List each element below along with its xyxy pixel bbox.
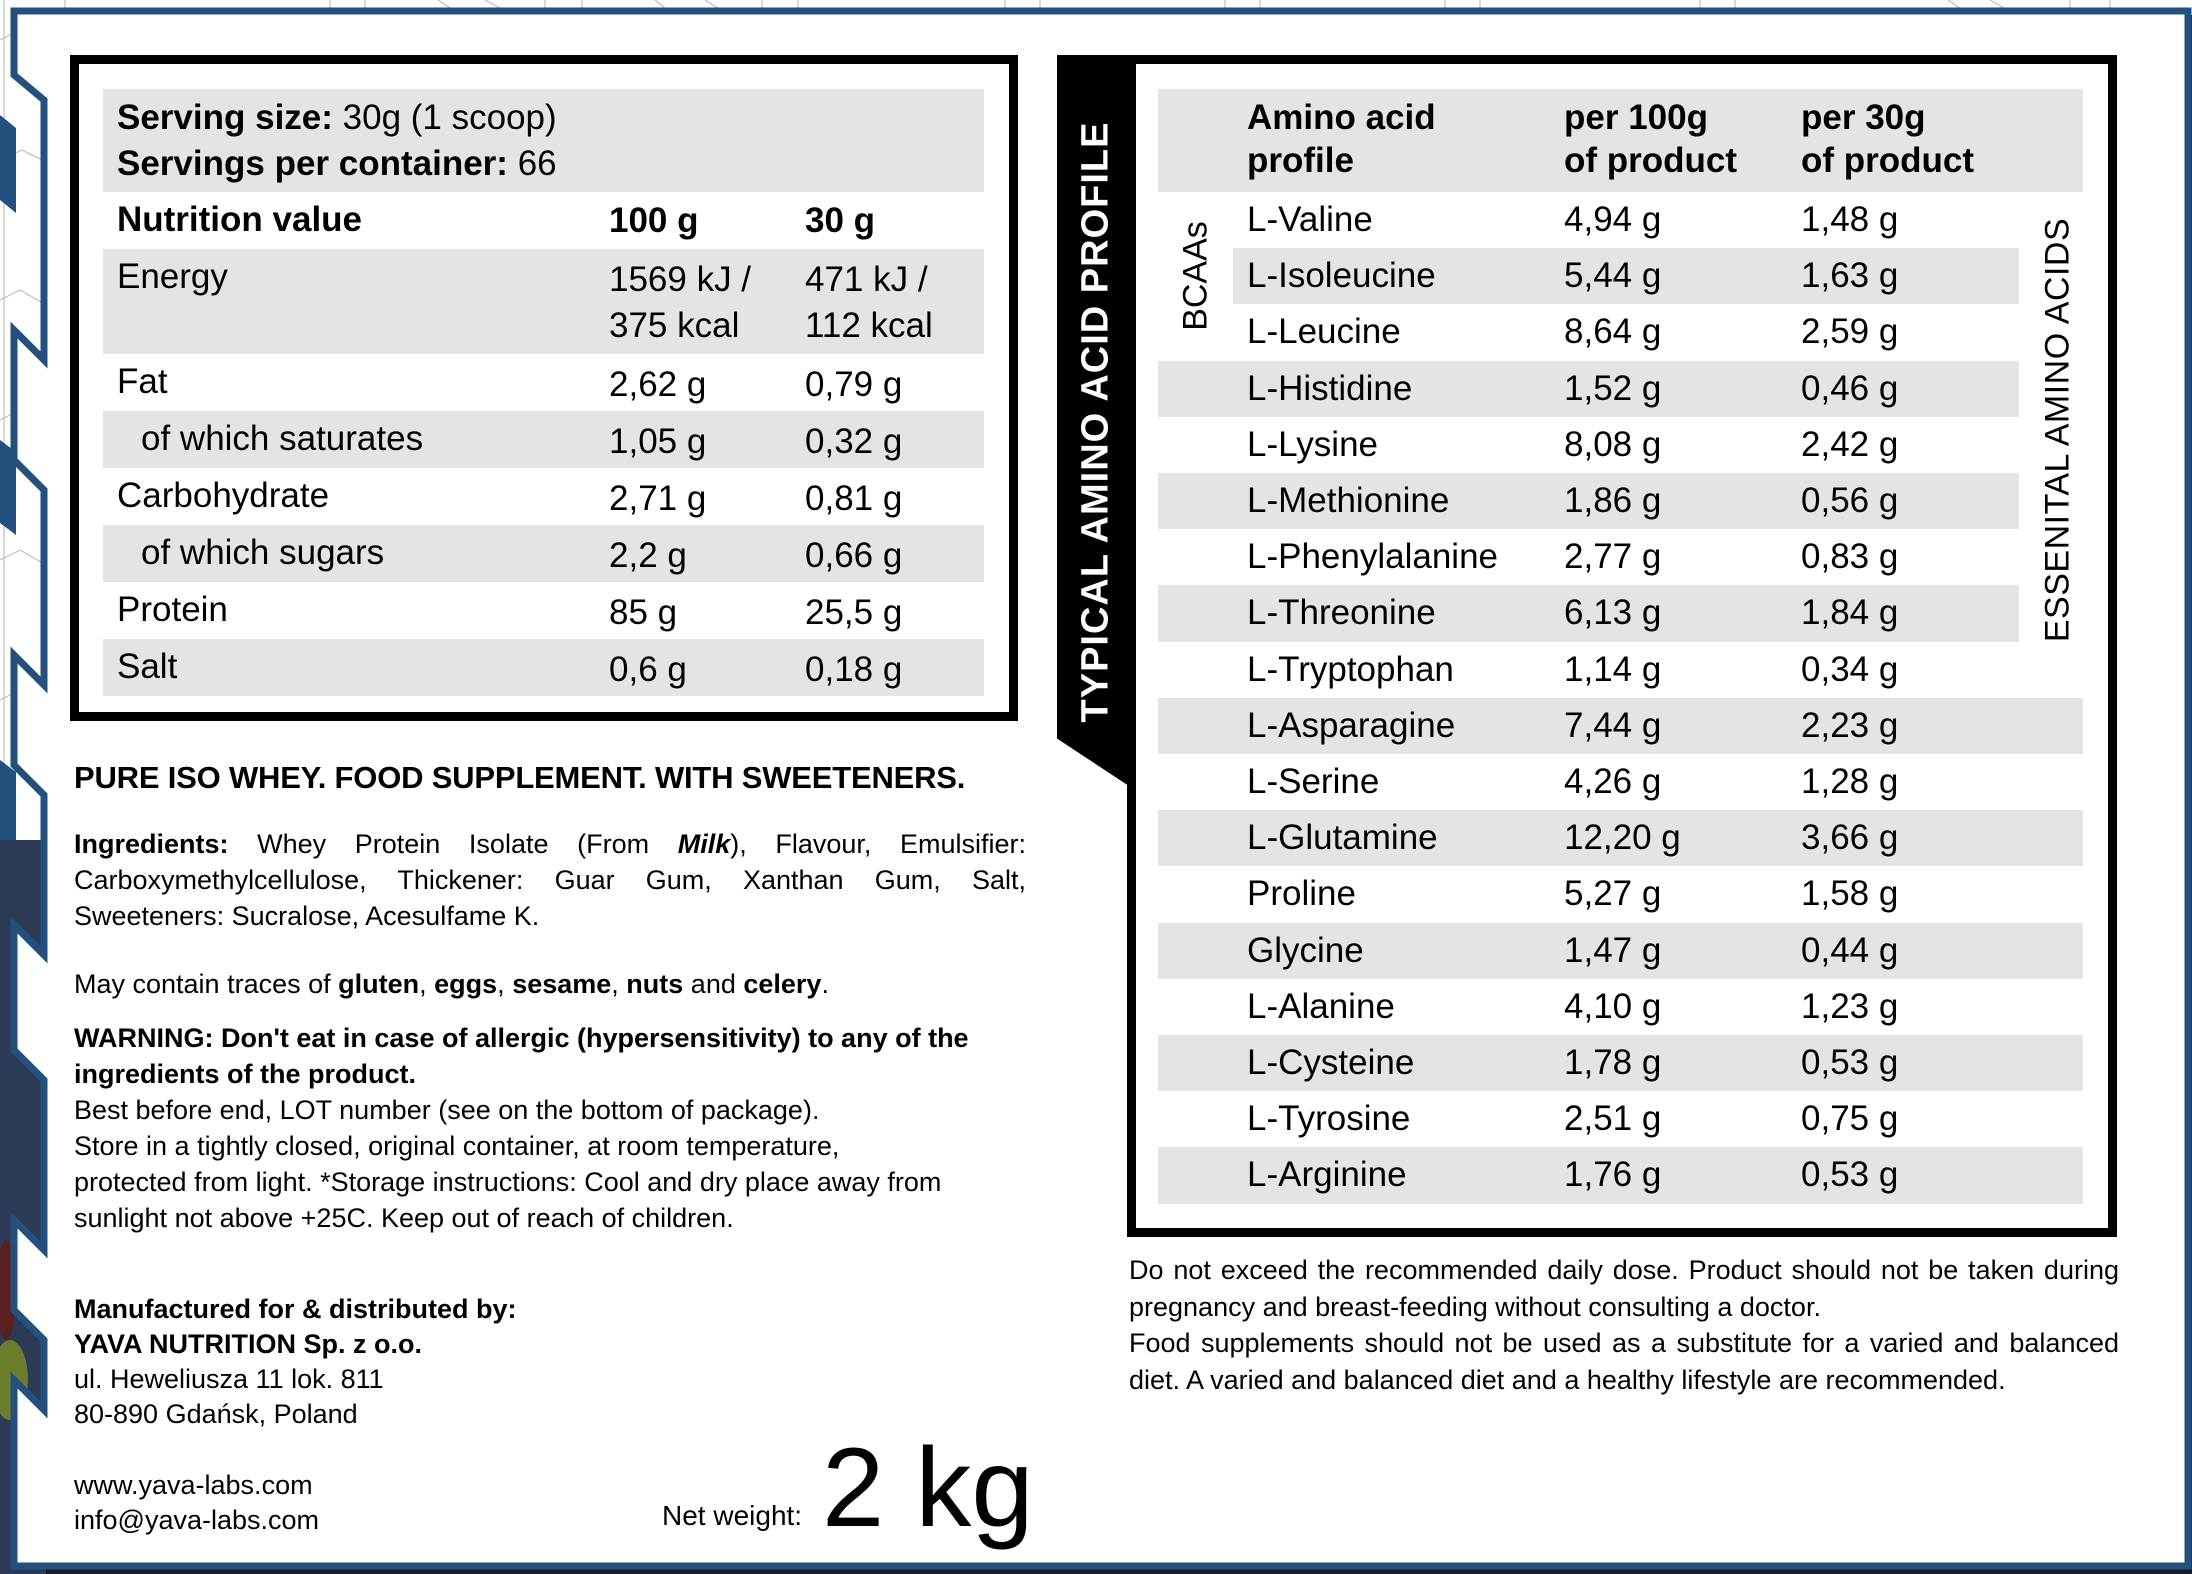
amino-row xyxy=(1158,698,2083,754)
amino-per100: 1,47 g xyxy=(1564,930,1662,970)
amino-name: Proline xyxy=(1247,874,1356,914)
amino-per100: 1,86 g xyxy=(1564,481,1662,520)
separator: , xyxy=(419,969,435,999)
amino-per30: 1,28 g xyxy=(1801,762,1899,801)
amino-per30: 0,53 g xyxy=(1801,1155,1899,1195)
separator: , xyxy=(611,969,627,999)
allergen-gluten: gluten xyxy=(338,969,420,999)
amino-header-per100 xyxy=(1564,96,1737,182)
amino-row xyxy=(1158,361,2019,417)
amino-row xyxy=(1158,979,2083,1035)
warning-text: WARNING: Don't eat in case of allergic (hypersensitivity) to any of the ingredients of the product. xyxy=(74,1023,969,1089)
amino-header-per30-line2: of product xyxy=(1801,141,1975,180)
amino-header-name-line1: Amino acid xyxy=(1247,98,1436,137)
amino-name: L-Tyrosine xyxy=(1247,1099,1411,1139)
amino-per100: 8,64 g xyxy=(1564,312,1662,352)
website-link[interactable]: www.yava-labs.com xyxy=(74,1470,313,1500)
nutrient-name: of which sugars xyxy=(141,533,385,572)
warning-paragraph xyxy=(74,1020,994,1236)
allergen-eggs: eggs xyxy=(434,969,498,999)
ingredients-allergen-milk: Milk xyxy=(677,829,731,859)
nutrition-header-100g: 100 g xyxy=(609,201,699,240)
nutrition-header-30g: 30 g xyxy=(805,201,876,240)
amino-per30: 1,23 g xyxy=(1801,986,1899,1026)
allergen-sesame: sesame xyxy=(512,969,612,999)
product-title: PURE ISO WHEY. FOOD SUPPLEMENT. WITH SWEETENERS. xyxy=(74,760,966,795)
email-link[interactable]: info@yava-labs.com xyxy=(74,1505,320,1535)
storage-text-3: sunlight not above +25C. Keep out of reach of children. xyxy=(74,1203,734,1233)
energy-kj-30: 471 kJ / xyxy=(805,260,928,299)
nutrient-per100: 0,6 g xyxy=(609,650,687,689)
amino-row xyxy=(1233,304,2019,360)
amino-per100: 7,44 g xyxy=(1564,705,1662,745)
amino-name: L-Lysine xyxy=(1247,424,1378,464)
nutrient-per100: 2,2 g xyxy=(609,536,687,575)
amino-per30: 0,53 g xyxy=(1801,1043,1899,1082)
amino-name: L-Glutamine xyxy=(1247,818,1438,858)
amino-name: L-Arginine xyxy=(1247,1155,1407,1195)
separator: , xyxy=(497,969,513,999)
amino-name: L-Leucine xyxy=(1247,312,1401,352)
nutrition-header-name: Nutrition value xyxy=(117,200,363,239)
amino-per30: 0,75 g xyxy=(1801,1099,1899,1139)
amino-per100: 4,26 g xyxy=(1564,762,1662,801)
amino-name: L-Cysteine xyxy=(1247,1043,1415,1082)
amino-per30: 2,59 g xyxy=(1801,312,1899,352)
amino-name: L-Tryptophan xyxy=(1247,649,1454,689)
nutrient-per100: 85 g xyxy=(609,593,678,632)
amino-per100: 6,13 g xyxy=(1564,593,1662,633)
amino-row xyxy=(1233,192,2019,248)
nutrient-name: Fat xyxy=(117,362,168,401)
amino-name: L-Histidine xyxy=(1247,368,1413,408)
amino-row xyxy=(1158,642,2019,698)
nutrition-row-salt xyxy=(103,639,984,696)
amino-banner-title: TYPICAL AMINO ACID PROFILE xyxy=(1074,121,1117,723)
energy-kj-100: 1569 kJ / xyxy=(609,260,752,299)
amino-per100: 12,20 g xyxy=(1564,818,1681,858)
amino-per100: 5,44 g xyxy=(1564,256,1662,296)
amino-per30: 3,66 g xyxy=(1801,818,1899,858)
amino-per100: 4,10 g xyxy=(1564,986,1662,1026)
amino-header-name xyxy=(1247,96,1436,182)
manufacturer-heading: Manufactured for & distributed by: xyxy=(74,1294,517,1324)
nutrient-per30: 0,18 g xyxy=(805,650,903,689)
nutrition-header-row xyxy=(103,192,984,249)
serving-info xyxy=(103,89,984,192)
amino-per30: 2,42 g xyxy=(1801,424,1899,464)
nutrient-per30: 0,32 g xyxy=(805,422,903,461)
amino-per100: 2,51 g xyxy=(1564,1099,1662,1139)
separator: and xyxy=(683,969,744,999)
amino-header-per30-line1: per 30g xyxy=(1801,98,1926,137)
amino-name: L-Methionine xyxy=(1247,481,1450,520)
amino-per30: 1,63 g xyxy=(1801,256,1899,296)
ingredients-text-a: Whey Protein Isolate (From xyxy=(228,829,678,859)
traces-prefix: May contain traces of xyxy=(74,969,339,999)
amino-header-per30 xyxy=(1801,96,1974,182)
amino-per30: 0,44 g xyxy=(1801,930,1899,970)
amino-row xyxy=(1233,248,2019,304)
amino-per100: 4,94 g xyxy=(1564,200,1662,239)
amino-row xyxy=(1158,754,2083,810)
storage-text-1: Store in a tightly closed, original container, at room temperature, xyxy=(74,1131,840,1161)
amino-per100: 1,14 g xyxy=(1564,649,1662,689)
nutrient-per100: 2,71 g xyxy=(609,479,707,518)
nutrition-row-energy xyxy=(103,249,984,354)
amino-header-row xyxy=(1158,89,2083,192)
amino-per30: 0,46 g xyxy=(1801,368,1899,408)
serving-size xyxy=(117,95,557,141)
amino-per30: 1,58 g xyxy=(1801,874,1899,914)
separator: . xyxy=(821,969,829,999)
serving-size-label: Serving size: xyxy=(117,98,333,137)
nutrient-per100 xyxy=(609,257,751,349)
advisory-paragraph xyxy=(1129,1252,2119,1398)
amino-per30: 0,56 g xyxy=(1801,481,1899,520)
energy-kcal-100: 375 kcal xyxy=(609,306,740,345)
amino-per100: 2,77 g xyxy=(1564,537,1662,577)
amino-name: L-Phenylalanine xyxy=(1247,537,1499,577)
nutrition-row-saturates xyxy=(103,411,984,468)
ingredients-label: Ingredients: xyxy=(74,829,229,859)
amino-name: L-Serine xyxy=(1247,762,1380,801)
amino-per30: 0,34 g xyxy=(1801,649,1899,689)
nutrient-per100: 1,05 g xyxy=(609,422,707,461)
nutrient-per30: 0,66 g xyxy=(805,536,903,575)
advisory-text-1: Do not exceed the recommended daily dose. Product should not be taken during pregnancy and breast-feeding without consulting a doctor. xyxy=(1129,1255,2119,1322)
amino-row xyxy=(1158,866,2083,922)
net-weight-label: Net weight: xyxy=(662,1500,803,1531)
contact-block xyxy=(74,1468,319,1538)
manufacturer-address-1: ul. Heweliusza 11 lok. 811 xyxy=(74,1364,384,1394)
amino-per30: 2,23 g xyxy=(1801,705,1899,745)
amino-per100: 1,78 g xyxy=(1564,1043,1662,1082)
nutrition-row-fat xyxy=(103,354,984,411)
traces-paragraph xyxy=(74,966,829,1002)
nutrient-name: Carbohydrate xyxy=(117,476,330,515)
amino-name: Glycine xyxy=(1247,930,1364,970)
nutrient-per30: 0,79 g xyxy=(805,365,903,404)
nutrient-name: Salt xyxy=(117,647,178,686)
amino-name: L-Isoleucine xyxy=(1247,256,1436,296)
amino-per100: 1,76 g xyxy=(1564,1155,1662,1195)
essential-amino-acids-label: ESSENITAL AMINO ACIDS xyxy=(2038,217,2077,643)
servings-value: 66 xyxy=(517,144,557,183)
nutrition-row-protein xyxy=(103,582,984,639)
servings-per-container xyxy=(117,141,557,187)
amino-name: L-Threonine xyxy=(1247,593,1436,633)
amino-name: L-Alanine xyxy=(1247,986,1395,1026)
advisory-text-2: Food supplements should not be used as a substitute for a varied and balanced diet. A varied and balanced diet and a healthy lifestyle are recommended. xyxy=(1129,1328,2119,1395)
amino-row xyxy=(1158,1035,2083,1091)
amino-per100: 1,52 g xyxy=(1564,368,1662,408)
amino-row xyxy=(1158,585,2019,641)
ingredients-paragraph xyxy=(74,826,1026,934)
amino-row xyxy=(1158,810,2083,866)
serving-size-value: 30g (1 scoop) xyxy=(342,98,557,137)
ingredients-text-b: ), Flavour, Emulsifier: Carboxymethylcellulose, Thickener: Guar Gum, Xanthan Gum, Salt, Sweeteners: Sucralose, Acesulfame K. xyxy=(74,829,1027,931)
amino-per30: 1,84 g xyxy=(1801,593,1899,633)
nutrient-per30: 25,5 g xyxy=(805,593,903,632)
nutrient-per30 xyxy=(805,257,933,349)
amino-row xyxy=(1158,473,2019,529)
amino-row xyxy=(1158,417,2019,473)
amino-per100: 5,27 g xyxy=(1564,874,1662,914)
amino-header-per100-line1: per 100g xyxy=(1564,98,1708,137)
storage-text-2: protected from light. *Storage instructions: Cool and dry place away from xyxy=(74,1167,942,1197)
best-before-text: Best before end, LOT number (see on the bottom of package). xyxy=(74,1095,820,1125)
nutrition-row-carbohydrate xyxy=(103,468,984,525)
amino-per100: 8,08 g xyxy=(1564,424,1662,464)
manufacturer-company: YAVA NUTRITION Sp. z o.o. xyxy=(74,1329,423,1359)
nutrition-row-sugars xyxy=(103,525,984,582)
allergen-nuts: nuts xyxy=(626,969,684,999)
nutrient-name: Energy xyxy=(117,257,228,296)
amino-per30: 0,83 g xyxy=(1801,537,1899,577)
nutrient-per30: 0,81 g xyxy=(805,479,903,518)
amino-per30: 1,48 g xyxy=(1801,200,1899,239)
servings-label: Servings per container: xyxy=(117,144,508,183)
amino-row xyxy=(1158,529,2019,585)
nutrient-name: of which saturates xyxy=(141,419,424,458)
amino-name: L-Asparagine xyxy=(1247,705,1456,745)
amino-header-per100-line2: of product xyxy=(1564,141,1738,180)
bcaa-label: BCAAs xyxy=(1176,221,1215,331)
nutrient-name: Protein xyxy=(117,590,228,629)
amino-name: L-Valine xyxy=(1247,200,1373,239)
allergen-celery: celery xyxy=(743,969,822,999)
amino-row xyxy=(1158,923,2083,979)
amino-row xyxy=(1158,1091,2083,1147)
nutrient-per100: 2,62 g xyxy=(609,365,707,404)
manufacturer-block xyxy=(74,1292,517,1432)
manufacturer-address-2: 80-890 Gdańsk, Poland xyxy=(74,1399,358,1429)
amino-header-name-line2: profile xyxy=(1247,141,1354,180)
net-weight-value: 2 kg xyxy=(822,1425,1034,1550)
amino-row xyxy=(1158,1147,2083,1203)
energy-kcal-30: 112 kcal xyxy=(805,306,933,345)
